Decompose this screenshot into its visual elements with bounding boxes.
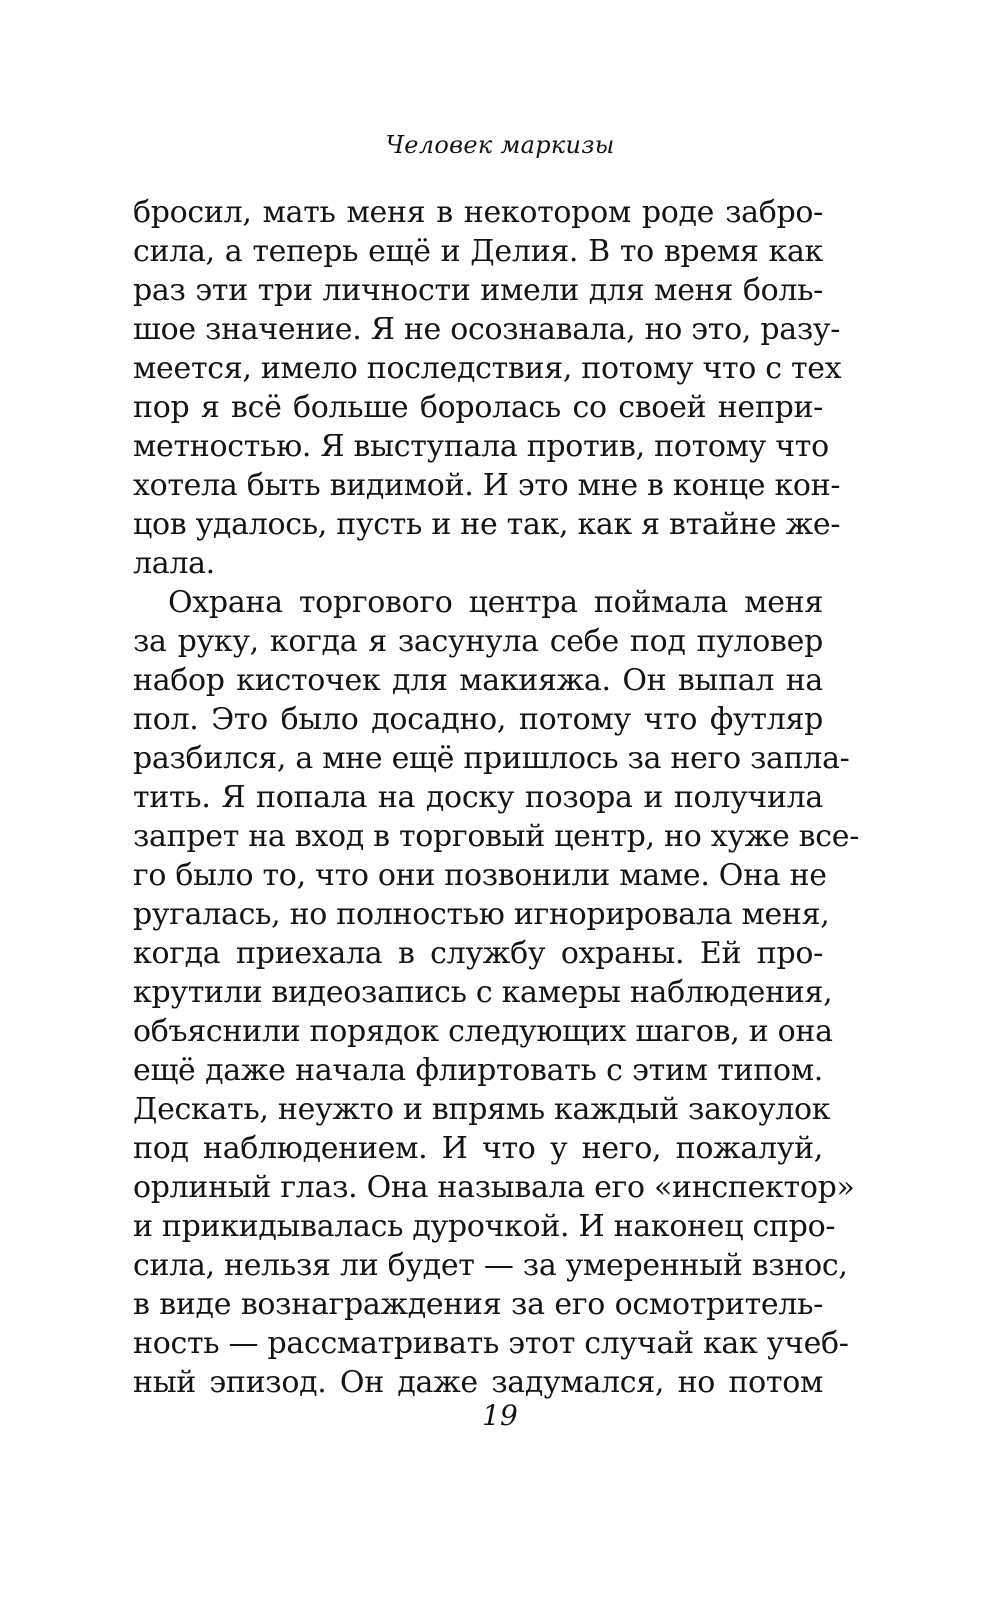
text-line: раз эти три личности имели для меня боль-	[133, 273, 823, 308]
text-line: запрет на вход в торговый центр, но хуже все-	[133, 819, 860, 854]
text-line: орлиный глаз. Она называла его «инспектор»	[133, 1170, 855, 1205]
paragraph-first-line: Охрана торгового центра поймала меня	[168, 585, 823, 620]
text-line: лала.	[133, 546, 215, 581]
text-line: метностью. Я выступала против, потому что	[133, 429, 829, 464]
text-line: сила, а теперь ещё и Делия. В то время как	[133, 234, 823, 269]
text-line: крутили видеозапись с камеры наблюдения,	[133, 975, 833, 1010]
text-line: цов удалось, пусть и не так, как я втайне же-	[133, 507, 841, 542]
body-text	[133, 193, 860, 1402]
text-line: за руку, когда я засунула себе под пуловер	[133, 624, 823, 659]
text-line: го было то, что они позвонили маме. Она не	[133, 858, 827, 893]
page-number: 19	[482, 1399, 518, 1432]
text-line: пол. Это было досадно, потому что футляр	[133, 702, 823, 737]
text-line: ругалась, но полностью игнорировала меня,	[133, 897, 830, 932]
text-line: тить. Я попала на доску позора и получила	[133, 780, 823, 815]
running-title: Человек маркизы	[385, 131, 615, 159]
text-line: набор кисточек для макияжа. Он выпал на	[133, 663, 823, 698]
text-line: разбился, а мне ещё пришлось за него запла-	[133, 741, 850, 776]
text-line: и прикидывалась дурочкой. И наконец спро-	[133, 1209, 836, 1244]
text-line: бросил, мать меня в некотором роде забро-	[133, 195, 823, 230]
text-line: сила, нельзя ли будет — за умеренный взнос,	[133, 1248, 848, 1283]
text-line: Дескать, неужто и впрямь каждый закоулок	[133, 1092, 831, 1127]
text-line: хотела быть видимой. И это мне в конце кон-	[133, 468, 841, 503]
text-line: когда приехала в службу охраны. Ей про-	[133, 936, 823, 971]
text-line: шое значение. Я не осознавала, но это, разу-	[133, 312, 841, 347]
text-line: под наблюдением. И что у него, пожалуй,	[133, 1131, 823, 1166]
text-line: ещё даже начала флиртовать с этим типом.	[133, 1053, 823, 1088]
text-line: меется, имело последствия, потому что с тех	[133, 351, 842, 386]
text-line: в виде вознаграждения за его осмотритель-	[133, 1287, 823, 1322]
text-line: пор я всё больше боролась со своей непри-	[133, 390, 823, 425]
text-line: ность — рассматривать этот случай как учеб-	[133, 1326, 849, 1361]
text-line: ный эпизод. Он даже задумался, но потом	[133, 1365, 823, 1400]
text-line: объяснили порядок следующих шагов, и она	[133, 1014, 833, 1049]
